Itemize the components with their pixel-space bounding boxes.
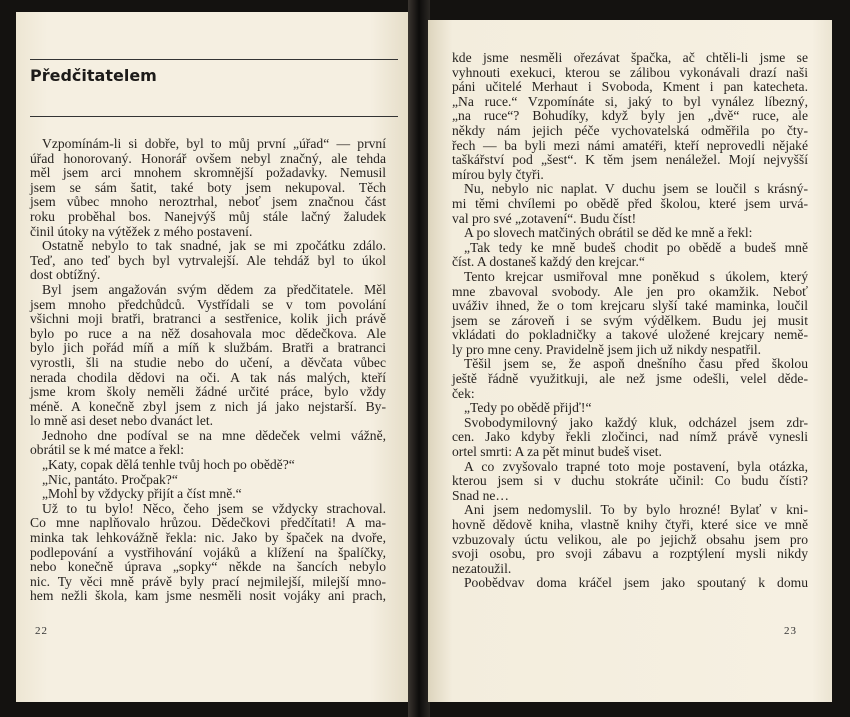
- title-top-rule: [30, 59, 398, 60]
- text-line: jsme krom školy neměli žádné určité práce, bylo vždy: [30, 384, 386, 400]
- text-line: val pro své „zotavení“. Budu číst!: [452, 210, 637, 226]
- text-line: minka tak lehkovážně řekla: nic. Jako by špaček na dvoře,: [30, 530, 386, 546]
- text-line: vyhnouti exekuci, kterou se zálibou vykonávali drazí naši: [452, 64, 808, 80]
- text-line: „Nic, pantáto. Pročpak?“: [42, 471, 178, 487]
- text-line: „Mohl by vždycky přijít a číst mně.“: [42, 486, 242, 502]
- paragraph: [452, 226, 808, 241]
- text-line: jsem vůbec mnoho neroztrhal, neboť jsem značnou část: [30, 194, 386, 210]
- right-page: [428, 20, 832, 702]
- text-line: bylo jich pořád míň a míň k službám. Bratři a bratranci: [30, 340, 386, 356]
- text-line: nebo konečně úprava „sopky“ někde na šancích nebylo: [30, 559, 386, 575]
- paragraph: [30, 473, 386, 488]
- text-line: nezatoužil.: [452, 560, 512, 576]
- paragraph: [30, 429, 386, 458]
- paragraph: [452, 503, 808, 576]
- paragraph: [452, 416, 808, 460]
- text-line: taškářství pod „šest“. K těm jsem nenáležel. Mojí nejvyšší: [452, 152, 808, 168]
- text-line: cen. Jako kdyby řekli zločinci, nad nímž právě vynesli: [452, 429, 808, 445]
- text-line: hovně dědově kniha, vlastně knihy čtyři, které sice ve mně: [452, 517, 808, 532]
- text-line: Poobědvav doma kráčel jsem jako spoutaný k domu: [464, 575, 808, 591]
- text-line: nic. Ty věci mně právě byly prací nejmilejší, milejší mno-: [30, 573, 386, 589]
- book-spine: [408, 0, 430, 717]
- text-line: kde jsme nesměli ořezávat špačka, ač chtěli-li jsme se: [452, 50, 808, 65]
- text-line: lo mně asi deset nebo dvanáct let.: [30, 413, 214, 429]
- text-line: Jednoho dne podíval se na mne dědeček velmi vážně,: [42, 427, 386, 443]
- paragraph: [452, 357, 808, 401]
- text-line: méně. A konečně zbyl jsem z nich já jako nejstarší. By-: [30, 398, 386, 414]
- text-line: Ostatně nebylo to tak snadné, jak se mi zpočátku zdálo.: [42, 238, 386, 254]
- text-line: „Tedy po obědě přijď!“: [464, 400, 592, 416]
- text-line: ortel smrti: A za pět minut budeš viset.: [452, 444, 662, 460]
- text-line: A po slovech matčiných obrátil se děd ke mně a řekl:: [464, 225, 753, 241]
- text-line: kterou jsem si v duchu stokráte učinil: Co budu čísti?: [452, 473, 808, 489]
- text-line: Tento krejcar usmiřoval mne poněkud s úkolem, který: [464, 268, 808, 284]
- text-line: Těšil jsem se, že aspoň dnešního času před školou: [464, 356, 808, 372]
- text-line: hem nežli škola, kam jsme nesměli nosit vojáky ani prach,: [30, 588, 386, 604]
- text-line: „Katy, copak dělá tenhle tvůj hoch po obědě?“: [42, 457, 295, 473]
- text-line: měl jsem arci mnohem skromnější požadavky. Nemusil: [30, 165, 386, 181]
- text-line: páni učitelé Merhaut i Svoboda, Kment i pan katecheta.: [452, 79, 808, 95]
- text-line: Byl jsem angažován svým dědem za předčitatele. Měl: [42, 281, 386, 297]
- paragraph: [452, 460, 808, 504]
- text-line: mne zbavoval svobody. Ale jen pro okamžik. Neboť: [452, 283, 808, 299]
- text-line: A co zvyšovalo trapné toto moje postavení, byla otázka,: [464, 458, 808, 474]
- text-line: Teď, ano teď bych byl vytrvalejší. Ale tehdáž byl to úkol: [30, 252, 386, 268]
- text-line: úřad honorovaný. Honorář ovšem nebyl značný, ale tehda: [30, 150, 386, 166]
- text-line: ly pro mne ceny. Pravidelně jsem jich už nikdy nespatřil.: [452, 341, 762, 357]
- text-line: dost obtížný.: [30, 267, 101, 283]
- text-line: číst. A dostaneš každý den krejcar.“: [452, 254, 645, 270]
- text-line: ještě řádně využitkuji, ale než jsme odešli, velel děde-: [452, 371, 808, 387]
- paragraph: [30, 487, 386, 502]
- paragraph: [30, 137, 386, 239]
- paragraph: [30, 458, 386, 473]
- text-line: svoji osobu, pro svoji zábavu a rozptýlení mysli nikdy: [452, 546, 808, 562]
- text-line: Vzpomínám-li si dobře, byl to můj první „úřad“ — první: [42, 136, 386, 151]
- text-line: ček:: [452, 385, 475, 401]
- left-page-text: [30, 137, 386, 604]
- text-line: obrátil se k mé matce a řekl:: [30, 442, 184, 458]
- paragraph: [30, 283, 386, 429]
- text-line: řech — ba byli mezi námi amatéři, kteří neprovedli nějaké: [452, 137, 808, 153]
- paragraph: [30, 239, 386, 283]
- text-line: „na ruce“? Bohudíky, když byly jen „dvě“ ruce, ale: [452, 108, 808, 124]
- right-page-text: [452, 51, 808, 591]
- text-line: někdy nám jejich péče vychovatelská odměřila po čty-: [452, 122, 808, 138]
- text-line: nerada chodila dědovi na oči. A tak nás malých, kteří: [30, 369, 386, 385]
- text-line: roku proběhal bos. Nanejvýš můj stále lačný žaludek: [30, 208, 386, 224]
- paragraph: [452, 241, 808, 270]
- text-line: všichni moji bratři, bratranci a sestřenice, kolik jich právě: [30, 311, 386, 327]
- title-bottom-rule: [30, 116, 398, 117]
- paragraph: [30, 502, 386, 604]
- text-line: jsem se zároveň i se svým výdělkem. Budu jej musit: [452, 312, 808, 328]
- paragraph: [452, 51, 808, 182]
- text-line: Ani jsem nedomyslil. To by bylo hrozné! Bylať v kni-: [464, 502, 808, 518]
- text-line: podlepování a vystřihování vojáků a klížení na špalíčky,: [30, 544, 386, 560]
- text-line: „Na ruce.“ Vzpomínáte si, jaký to byl vynález líbezný,: [452, 93, 808, 109]
- text-line: vkládati do pokladničky a takové uložené krejcary nemě-: [452, 327, 808, 343]
- paragraph: [452, 270, 808, 358]
- text-line: vyrostli, šli na studie nebo do učení, a děvčata vůbec: [30, 354, 386, 370]
- text-line: uváživ ihned, že o tom krejcaru slyší také maminka, loučil: [452, 298, 808, 314]
- page-number-left: 22: [35, 625, 48, 637]
- text-line: jsem mnoho předchůdců. Vystřídali se v tom povolání: [30, 296, 386, 312]
- text-line: Snad ne…: [452, 487, 510, 503]
- text-line: Svobodymilovný jako každý kluk, odcházel jsem zdr-: [464, 414, 808, 430]
- text-line: mi těmi chvílemi po obědě před školou, které jsem urvá-: [452, 195, 808, 211]
- text-line: bylo po ruce a na něž dosahovala moc dědečkova. Ale: [30, 325, 386, 341]
- left-page: [16, 12, 410, 702]
- text-line: Co mne naplňovalo hrůzou. Dědečkovi předčítati! A ma-: [30, 515, 386, 531]
- paragraph: [452, 401, 808, 416]
- text-line: Nu, nebylo nic naplat. V duchu jsem se loučil s krásný-: [464, 181, 808, 197]
- chapter-title: Předčitatelem: [30, 66, 157, 85]
- text-line: činil útoky na výtěžek z mého postavení.: [30, 223, 253, 239]
- page-number-right: 23: [784, 625, 797, 637]
- text-line: Už to tu bylo! Něco, čeho jsem se vždycky strachoval.: [42, 500, 386, 516]
- paragraph: [452, 576, 808, 591]
- text-line: vzbuzovaly úctu velikou, ale po jejichž obsahu jsem pro: [452, 531, 808, 547]
- text-line: „Tak tedy ke mně budeš chodit po obědě a budeš mně: [464, 239, 808, 255]
- paragraph: [452, 182, 808, 226]
- text-line: jsem se sám šatit, také boty jsem nekupoval. Těch: [30, 179, 386, 195]
- text-line: mírou byly čtyři.: [452, 166, 544, 182]
